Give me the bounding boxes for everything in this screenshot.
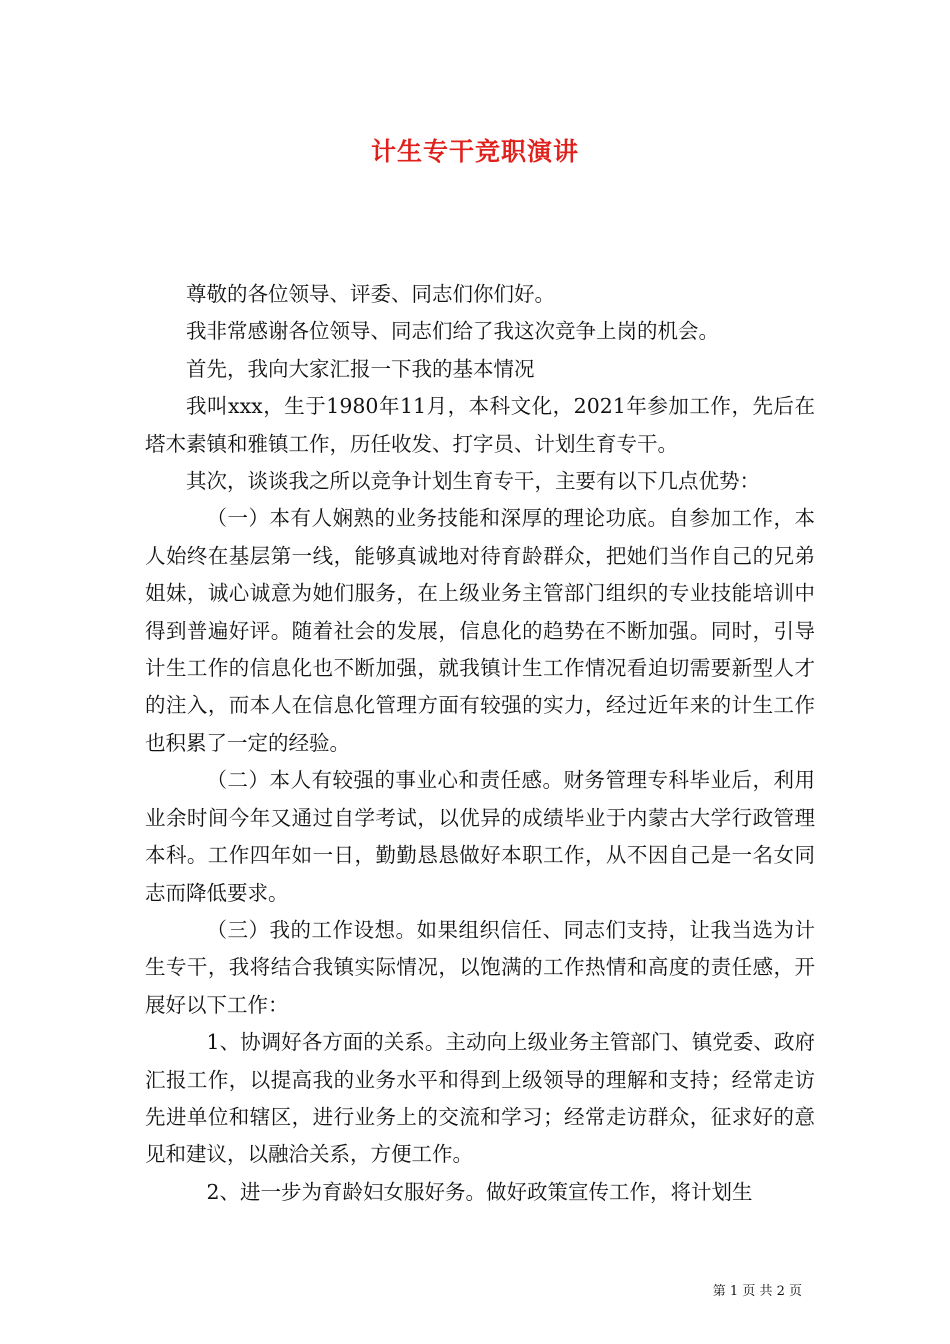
paragraph-plan-2: 2、进一步为育龄妇女服好务。做好政策宣传工作，将计划生 [206, 1179, 753, 1204]
paragraph-advantage-1: （一）本有人娴熟的业务技能和深厚的理论功底。自参加工作，本人始终在基层第一线，能够真诚地对待育龄群众，把她们当作自己的兄弟姐妹，诚心诚意为她们服务，在上级业务主管部门组织的专业技能培训中得到普遍好评。随着社会的发展，信息化的趋势在不断加强。同时，引导计生工作的信息化也不断加强，就我镇计生工作情况看迫切需要新型人才的注入，而本人在信息化管理方面有较强的实力，经过近年来的计生工作也积累了一定的经验。 [145, 506, 815, 755]
paragraph-advantages-intro: 其次，谈谈我之所以竞争计划生育专干，主要有以下几点优势： [186, 469, 760, 494]
paragraph-intro: 首先，我向大家汇报一下我的基本情况 [186, 356, 535, 381]
paragraph-advantage-3: （三）我的工作设想。如果组织信任、同志们支持，让我当选为计生专干，我将结合我镇实际情况，以饱满的工作热情和高度的责任感，开展好以下工作： [145, 917, 815, 1017]
page-number: 第 1 页 共 2 页 [712, 1284, 802, 1299]
document-body [145, 276, 815, 1211]
paragraph-greeting: 尊敬的各位领导、评委、同志们你们好。 [186, 282, 555, 306]
paragraph-thanks: 我非常感谢各位领导、同志们给了我这次竞争上岗的机会。 [186, 319, 719, 344]
paragraph-plan-1: 1、协调好各方面的关系。主动向上级业务主管部门、镇党委、政府汇报工作，以提高我的业务水平和得到上级领导的理解和支持；经常走访先进单位和辖区，进行业务上的交流和学习；经常走访群众，征求好的意见和建议，以融洽关系，方便工作。 [145, 1030, 815, 1167]
document-title: 计生专干竞职演讲 [370, 137, 579, 166]
paragraph-advantage-2: （二）本人有较强的事业心和责任感。财务管理专科毕业后，利用业余时间今年又通过自学考试，以优异的成绩毕业于内蒙古大学行政管理本科。工作四年如一日，勤勤恳恳做好本职工作，从不因自己是一名女同志而降低要求。 [145, 768, 815, 905]
paragraph-basic-info: 我叫xxx，生于1980年11月，本科文化，2021年参加工作，先后在塔木素镇和雅镇工作，历任收发、打字员、计划生育专干。 [145, 394, 815, 456]
